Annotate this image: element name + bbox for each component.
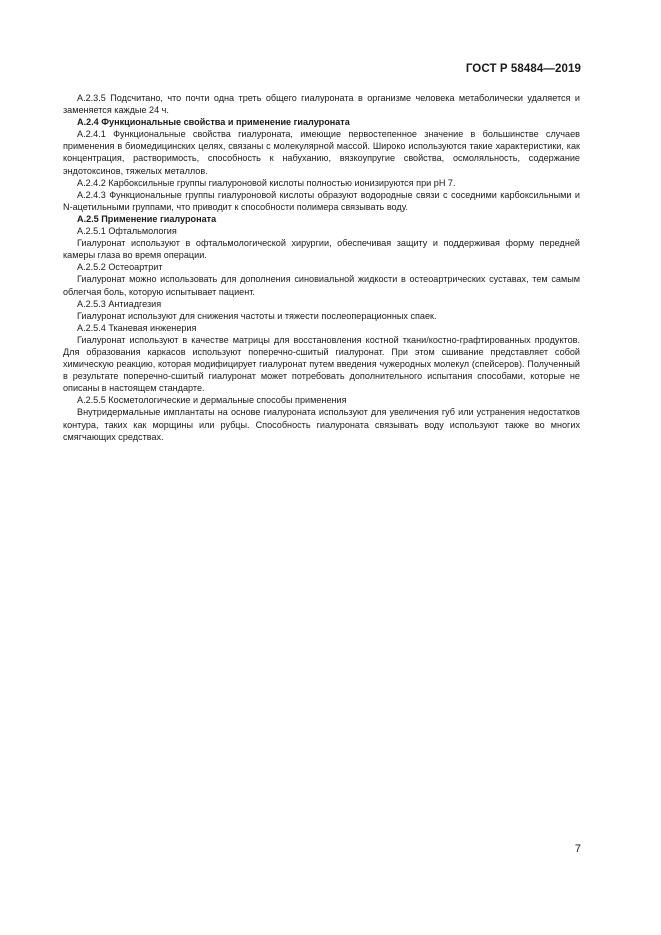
- paragraph: Гиалуронат используют в качестве матрицы для восстановления костной ткани/костно-графтированных продуктов. Для образования каркасов используют поперечно-сшитый гиалуронат. При этом сшивание представляет собой химическую реакцию, которая модифицирует гиалуронат путем введения чужеродных молекул (спейсеров). Полученный в результате поперечно-сшитый гиалуронат может потребовать дополнительного испытания способами, которые не описаны в настоящем стандарте.: [63, 334, 580, 394]
- paragraph: А.2.5.1 Офтальмология: [77, 226, 177, 237]
- paragraph: А.2.5.5 Косметологические и дермальные способы применения: [77, 395, 347, 406]
- section-heading: А.2.5 Применение гиалуроната: [77, 213, 217, 224]
- page-number: 7: [574, 843, 581, 855]
- paragraph: А.2.5.4 Тканевая инженерия: [77, 322, 197, 333]
- paragraph: А.2.4.3 Функциональные группы гиалуроновой кислоты образуют водородные связи с соседними карбоксильными и N-ацетильными группами, что приводит к способности полимера связывать воду.: [63, 189, 580, 212]
- paragraph: А.2.5.2 Остеоартрит: [77, 262, 163, 273]
- paragraph: Гиалуронат используют в офтальмологической хирургии, обеспечивая защиту и поддерживая форму передней камеры глаза во время операции.: [63, 238, 580, 261]
- paragraph: А.2.4.1 Функциональные свойства гиалуроната, имеющие первостепенное значение в большинстве случаев применения в биомедицинских целях, связаны с молекулярной массой. Широко используются такие характеристики, как концентрация, растворимость, способность к набуханию, вязкоупругие свойства, осмоляльность, содержание эндотоксинов, тяжелых металлов.: [63, 129, 580, 176]
- paragraph: А.2.4.2 Карбоксильные группы гиалуроновой кислоты полностью ионизируются при pH 7.: [77, 177, 456, 188]
- paragraph: А.2.5.3 Антиадгезия: [77, 298, 162, 309]
- paragraph: Гиалуронат можно использовать для дополнения синовиальной жидкости в остеоартрических суставах, тем самым облегчая боль, которую испытывает пациент.: [63, 274, 580, 297]
- paragraph: А.2.3.5 Подсчитано, что почти одна треть общего гиалуроната в организме человека метаболически удаляется и заменяется каждые 24 ч.: [63, 93, 580, 116]
- standard-designation: ГОСТ Р 58484—2019: [465, 63, 581, 75]
- section-heading: А.2.4 Функциональные свойства и применение гиалуроната: [77, 117, 350, 128]
- paragraph: Внутридермальные имплантаты на основе гиалуроната используют для увеличения губ или устранения недостатков контура, таких как морщины или рубцы. Способность гиалуроната связывать воду используют также во многих смягчающих средствах.: [63, 407, 580, 442]
- paragraph: Гиалуронат используют для снижения частоты и тяжести послеоперационных спаек.: [77, 310, 437, 321]
- document-body: [63, 92, 580, 443]
